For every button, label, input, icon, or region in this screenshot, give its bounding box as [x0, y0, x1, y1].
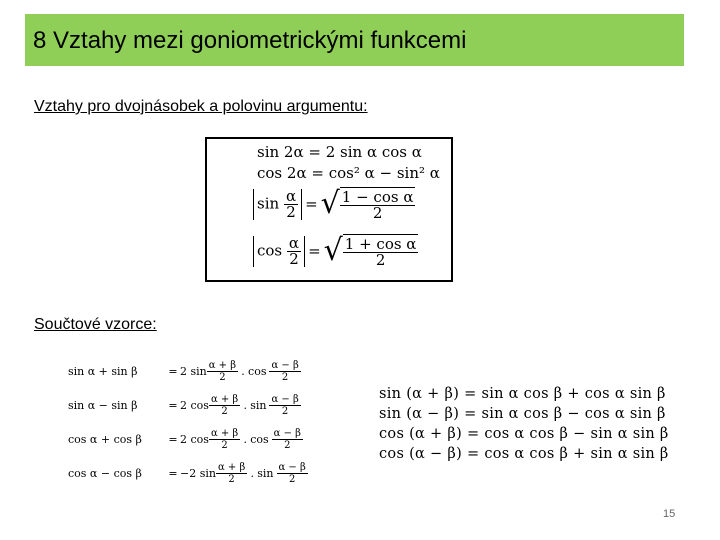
sum-row-coef: 2 cos [180, 399, 209, 412]
sum-row-dot: . [241, 365, 245, 378]
frac2-num: α − β [278, 462, 306, 473]
sin-half-radicand-num: 1 − cos α [341, 188, 414, 206]
cos-half-arg-den: 2 [289, 249, 299, 268]
formula-sin-double [257, 145, 422, 160]
cos-half-radicand [343, 234, 419, 268]
frac2-num: α − β [271, 360, 299, 371]
sum-row-coef: 2 sin [180, 365, 207, 378]
frac2-num: α − β [273, 428, 301, 439]
equals-sign: = [168, 467, 178, 480]
sum-row-frac1 [207, 360, 238, 383]
sum-row-func2: sin [257, 467, 274, 480]
frac1-den: 2 [219, 372, 226, 383]
sin-half-arg-den: 2 [286, 202, 296, 221]
frac2-den: 2 [281, 372, 289, 383]
sum-row-frac2 [272, 428, 303, 451]
sin-half-arg-num: α [285, 186, 297, 205]
sum-row-func2: cos [248, 365, 267, 378]
title-bar [25, 14, 684, 66]
sum-row-func2: cos [250, 433, 269, 446]
addition-rule-row: cos (α − β) = cos α cos β + sin α sin β [379, 446, 669, 462]
addition-rule-row: cos (α + β) = cos α cos β − sin α sin β [379, 426, 669, 442]
double-half-formula-box [205, 137, 453, 282]
sum-row-func2: sin [250, 399, 267, 412]
cos-half-equals: = [308, 241, 321, 260]
cos-half-func: cos [257, 241, 283, 259]
sum-row-frac2 [269, 360, 300, 383]
cos-half-radicand-num: 1 + cos α [344, 235, 417, 253]
sin-half-abs [253, 186, 302, 221]
sin-double-rhs: = 2 sin α cos α [308, 143, 422, 161]
formula-cos-double [257, 166, 440, 181]
sum-row-dot: . [250, 467, 254, 480]
sum-row-lhs: sin α − sin β [68, 399, 138, 412]
sin-half-func: sin [257, 194, 280, 212]
sum-to-product-row [68, 394, 301, 417]
sin-double-lhs: sin 2α [257, 143, 304, 161]
sum-to-product-row [68, 428, 303, 451]
page-number: 15 [663, 508, 676, 520]
frac1-num: α + β [210, 428, 239, 439]
cos-half-radicand-den: 2 [375, 251, 386, 269]
slide-title: 8 Vztahy mezi goniometrickými funkcemi [33, 27, 467, 54]
frac2-den: 2 [281, 406, 289, 417]
sum-row-dot: . [243, 399, 247, 412]
sum-row-frac2 [269, 394, 300, 417]
frac2-den: 2 [284, 440, 291, 451]
double-half-heading: Vztahy pro dvojnásobek a polovinu argumentu: [34, 98, 368, 115]
sum-row-coef: −2 sin [180, 467, 216, 480]
sum-row-lhs: cos α + cos β [68, 433, 142, 446]
frac2-num: α − β [271, 394, 299, 405]
sin-half-equals: = [305, 194, 318, 213]
sum-row-dot: . [243, 433, 247, 446]
cos-half-abs [253, 233, 305, 268]
formula-sin-half [253, 187, 415, 221]
frac1-den: 2 [228, 474, 235, 485]
frac2-den: 2 [288, 474, 296, 485]
frac1-den: 2 [221, 440, 228, 451]
cos-double-lhs: cos 2α [257, 164, 307, 182]
cos-half-arg [287, 233, 301, 268]
sum-row-frac1 [209, 394, 240, 417]
sum-row-lhs: sin α + sin β [68, 365, 138, 378]
sin-half-radicand [340, 187, 416, 221]
frac1-num: α + β [210, 394, 239, 405]
equals-sign: = [168, 399, 178, 412]
cos-half-sqrt [324, 234, 419, 268]
sqrt-symbol-icon: √ [320, 186, 340, 221]
frac1-num: α + β [217, 462, 246, 473]
sin-half-radicand-den: 2 [372, 204, 383, 222]
addition-rule-row: sin (α + β) = sin α cos β + cos α sin β [379, 386, 666, 402]
formula-cos-half [253, 234, 418, 268]
sin-half-sqrt [321, 187, 416, 221]
frac1-den: 2 [221, 406, 228, 417]
cos-half-arg-num: α [288, 233, 300, 252]
cos-double-rhs: = cos² α − sin² α [311, 164, 440, 182]
addition-rule-row: sin (α − β) = sin α cos β − cos α sin β [379, 406, 666, 422]
sum-row-frac1 [216, 462, 247, 485]
sum-to-product-row [68, 360, 301, 383]
sum-row-frac1 [209, 428, 240, 451]
sqrt-symbol-icon: √ [323, 233, 343, 268]
frac1-num: α + β [208, 360, 237, 371]
sum-row-coef: 2 cos [180, 433, 209, 446]
equals-sign: = [168, 433, 178, 446]
sum-formulas-heading: Součtové vzorce: [34, 316, 157, 333]
sum-row-frac2 [277, 462, 308, 485]
sum-row-lhs: cos α − cos β [68, 467, 142, 480]
sin-half-arg [284, 186, 298, 221]
sum-to-product-row [68, 462, 308, 485]
equals-sign: = [168, 365, 178, 378]
